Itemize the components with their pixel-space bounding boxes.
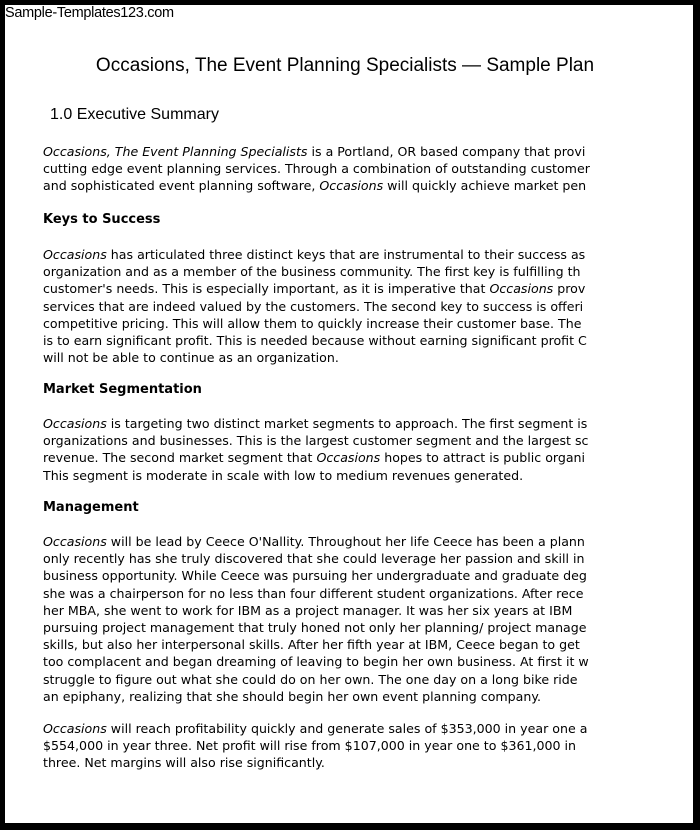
text-run: and sophisticated event planning software,	[43, 178, 320, 194]
text-line	[43, 432, 653, 449]
text-run: an epiphany, realizing that she should begin her own event planning company.	[43, 688, 542, 704]
text-run: services that are indeed valued by the customers. The second key to success is offeri	[43, 298, 584, 314]
text-run: only recently has she truly discovered that she could leverage her passion and skill in	[43, 551, 585, 567]
italic-text: Occasions	[43, 416, 107, 431]
text-line	[43, 246, 653, 263]
italic-text: Occasions	[489, 281, 554, 297]
text-run: organizations and businesses. This is the largest customer segment and the largest sc	[43, 433, 589, 449]
text-line	[43, 688, 653, 705]
text-run: $554,000 in year three. Net profit will rise from $107,000 in year one to $361,000 in	[43, 738, 577, 754]
text-run: pursuing project management that truly honed not only her planning/ project manage	[43, 619, 587, 635]
text-run: hopes to attract is public organi	[380, 450, 586, 466]
section-title: 1.0 Executive Summary	[50, 106, 219, 123]
italic-text: Occasions, The Event Planning Specialists	[43, 144, 308, 159]
text-run: will quickly achieve market pen	[383, 178, 587, 194]
text-run: prov	[553, 281, 586, 297]
text-line	[43, 671, 653, 688]
italic-text: Occasions	[43, 721, 107, 736]
document-page	[5, 5, 693, 823]
text-run: her MBA, she went to work for IBM as a project manager. It was her six years at IBM	[43, 602, 573, 618]
intro-paragraph	[43, 143, 653, 195]
text-run: customer's needs. This is especially important, as it is imperative that	[43, 281, 490, 297]
text-run: will not be able to continue as an organization.	[43, 350, 339, 366]
text-run: has articulated three distinct keys that are instrumental to their success as	[106, 247, 586, 262]
text-line	[43, 449, 653, 466]
text-run: will reach profitability quickly and generate sales of $353,000 in year one a	[106, 721, 588, 736]
keys-paragraph	[43, 246, 653, 366]
text-line	[43, 737, 653, 754]
italic-text: Occasions	[43, 247, 107, 262]
text-line	[43, 720, 653, 737]
management-paragraph	[43, 533, 653, 705]
text-run: she was a chairperson for no less than four different student organizations. After rece	[43, 585, 584, 601]
text-run: three. Net margins will also rise significantly.	[43, 755, 325, 771]
text-line	[43, 550, 653, 567]
text-run: This segment is moderate in scale with low to medium revenues generated.	[43, 467, 524, 483]
text-line	[43, 160, 653, 177]
text-run: will be lead by Ceece O'Nallity. Throughout her life Ceece has been a plann	[106, 534, 585, 549]
text-run: cutting edge event planning services. Through a combination of outstanding customer	[43, 161, 590, 177]
text-run: organization and as a member of the business community. The first key is fulfilling th	[43, 264, 581, 280]
text-line	[43, 177, 653, 194]
text-line	[43, 754, 653, 771]
text-run: is a Portland, OR based company that provi	[307, 144, 586, 159]
text-line	[43, 315, 653, 332]
management-heading: Management	[43, 500, 139, 515]
text-line	[43, 349, 653, 366]
text-line	[43, 263, 653, 280]
market-segmentation-heading: Market Segmentation	[43, 382, 202, 397]
keys-to-success-heading: Keys to Success	[43, 212, 161, 227]
text-run: business opportunity. While Ceece was pursuing her undergraduate and graduate deg	[43, 568, 587, 584]
text-run: revenue. The second market segment that	[43, 450, 317, 466]
text-run: struggle to figure out what she could do on her own. The one day on a long bike ride	[43, 671, 578, 687]
text-line	[43, 280, 653, 297]
text-run: skills, but also her interpersonal skills. After her fifth year at IBM, Ceece began to get	[43, 637, 580, 653]
text-line	[43, 143, 653, 160]
text-line	[43, 602, 653, 619]
market-paragraph	[43, 415, 653, 484]
watermark: Sample-Templates123.com	[5, 5, 174, 21]
document-title: Occasions, The Event Planning Specialists — Sample Plan	[95, 55, 595, 76]
text-line	[43, 415, 653, 432]
text-line	[43, 653, 653, 670]
italic-text: Occasions	[319, 178, 384, 194]
text-run: too complacent and began dreaming of leaving to begin her own business. At first it w	[43, 654, 589, 670]
italic-text: Occasions	[43, 534, 107, 549]
profit-paragraph	[43, 720, 653, 772]
text-line	[43, 636, 653, 653]
text-line	[43, 467, 653, 484]
text-line	[43, 619, 653, 636]
text-line	[43, 298, 653, 315]
text-line	[43, 332, 653, 349]
italic-text: Occasions	[316, 450, 381, 466]
text-line	[43, 567, 653, 584]
text-line	[43, 533, 653, 550]
text-run: competitive pricing. This will allow them to quickly increase their customer base. The	[43, 315, 582, 331]
text-line	[43, 585, 653, 602]
text-run: is targeting two distinct market segments to approach. The first segment is	[106, 416, 588, 431]
text-run: is to earn significant profit. This is needed because without earning significant profit C	[43, 332, 587, 348]
